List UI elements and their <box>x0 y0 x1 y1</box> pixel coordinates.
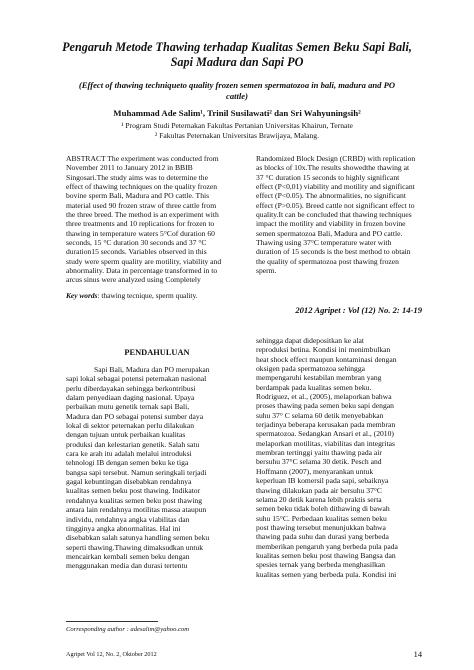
abstract-line: three treatments and 10 replications for frozen to <box>66 219 215 229</box>
body-text-line: perlu diberdayakan sehingga berkontribusi <box>66 383 196 393</box>
abstract-line: quality.It can be concluded that thawing techniques <box>256 210 412 220</box>
affiliation-line: ¹ Program Studi Peternakan Fakultas Pertanian Universitas Khairun, Ternate <box>121 121 353 130</box>
keywords-label: Key words <box>66 291 98 300</box>
body-text-line: melaporkan motilitas, viabilitas dan integritas <box>256 438 395 448</box>
body-text-line: cara ke arah itu adalah melalui introduksi <box>66 449 192 459</box>
keywords-text: : thawing tecnique, sperm quality. <box>97 291 198 300</box>
abstract-line: Randomized Block Design (CRBD) with replication <box>256 154 416 163</box>
body-text-line: memberikan pengaruh yang berbeda pula pada <box>256 541 398 551</box>
paper-title <box>28 40 446 70</box>
body-text-line: sapi lokal sebagai potensi peternakan nasional <box>66 374 207 384</box>
english-subtitle <box>40 80 434 102</box>
page-number: 14 <box>413 650 422 659</box>
subtitle-line: cattle) <box>226 91 248 101</box>
author-list: Muhammad Ade Salim¹, Trinil Susilawati² dan Sri Wahyuningsih² <box>113 108 361 118</box>
abstract-line: the three breed. The method is an experiment with <box>66 210 219 220</box>
body-text-line: tehnologi IB dengan semen beku ke tiga <box>66 458 189 468</box>
abstract-line: arcus sinus were analyzed using Completely <box>66 275 201 285</box>
body-text-line: seperti thawing.Thawing dimaksudkan untuk <box>66 542 204 552</box>
body-text-line: dengan tujuan untuk perbaikan kualitas <box>66 430 186 440</box>
section-heading: PENDAHULUAN <box>124 348 190 357</box>
body-text-line: oksigen pada spermatozoa sehingga <box>256 364 366 374</box>
abstract-line: bovine sperm Bali, Madura and PO cattle. This <box>66 191 210 201</box>
body-text-line: Hoffmann (2007), menyarankan untuk <box>256 466 374 476</box>
body-text-line: terjadinya beberapa kerusakan pada membran <box>256 420 396 430</box>
abstract-line: effect (P<0,01) viability and motility and significant <box>256 182 415 192</box>
abstract-line: as blocks of 10x.The results showedthe thawing at <box>256 163 410 173</box>
body-text-line: tingginya angka abnormalitas. Hal ini <box>66 523 181 533</box>
abstract-line: material used 90 frozen straw of three cattle from <box>66 200 217 210</box>
body-text-line: kualitas semen yang berbeda pula. Kondisi ini <box>256 569 397 579</box>
journal-citation: 2012 Agripet : Vol (12) No. 2: 14-19 <box>295 305 422 315</box>
body-text-line: spermatozoa. Sedangkan Ansari et al., (2010) <box>256 429 394 439</box>
body-text-line: Madura dan PO sebagai potensi sumber daya <box>66 411 204 421</box>
abstract-line: abnormality. Data in percentage transformed in to <box>66 266 218 276</box>
body-text-line: selama 20 detik karena lebih praktis serta <box>256 494 382 504</box>
body-text-line: produksi dan kelestarian genetik. Salah satu <box>66 439 200 449</box>
body-text-line: Sapi Bali, Madura dan PO merupakan <box>94 365 210 374</box>
body-text-line: thawing dilakukan pada air bersuhu 37°C <box>256 485 382 495</box>
body-text-line: suhu 15°C. Perbedaan kualitas semen beku <box>256 513 387 523</box>
body-text-line: proses thawing pada semen beku sapi dengan <box>256 401 394 411</box>
abstract-line: Thawing using 37°C temperature water with <box>256 238 392 248</box>
subtitle-line: (Effect of thawing techniqueto quality frozen semen spermatozoa in bali, madura and PO <box>78 80 396 90</box>
footnote-divider <box>66 621 158 622</box>
abstract-line: duration of 15 seconds is the best method to obtain <box>256 247 411 257</box>
title-line: Pengaruh Metode Thawing terhadap Kualitas Semen Beku Sapi Bali, <box>62 40 412 54</box>
body-text-line: post thawing tersebut menunjukkan bahwa <box>256 522 386 532</box>
abstract-line: sperm. <box>256 266 277 276</box>
body-text-line: gagal kebuntingan disebabkan rendahnya <box>66 477 192 487</box>
abstract-line: effect of thawing techniques on the quality frozen <box>66 182 218 192</box>
affiliation-line: ² Fakultas Peternakan Universitas Brawijaya, Malang. <box>154 131 320 140</box>
abstract-line: effect (P>0.05). Breed cattle not significant effect to <box>256 200 415 210</box>
body-text-line: rendahnya kualitas semen beku post thawing <box>66 495 203 505</box>
abstract-line: the quality of spermatozoa post thawing frozen <box>256 256 399 266</box>
body-text-line: mencairkan kembali semen beku dengan <box>66 551 190 561</box>
abstract-line: duration15 seconds. Variables observed in this <box>66 247 207 257</box>
abstract-line: seconds, 15 °C duration 30 seconds and 37 °C <box>66 238 207 248</box>
body-text-line: lokal di sektor peternakan perlu dilakukan <box>66 421 194 431</box>
body-text-line: Rodriguez, et al., (2005), melaporkan bahwa <box>256 392 392 402</box>
body-text-line: berdampak pada kualitas semen beku. <box>256 382 372 392</box>
journal-footer: Agripet Vol 12, No. 2, Oktober 2012 <box>66 651 157 658</box>
affiliations <box>40 121 434 141</box>
body-left-column <box>66 365 248 571</box>
body-text-line: thawing pada suhu dan durasi yang berbeda <box>256 532 389 542</box>
body-text-line: membran tertinggi yaitu thawing pada air <box>256 448 382 458</box>
footnote: Corresponding author : adesalim@yahoo.com <box>66 626 190 633</box>
abstract-line: effect (P<0.05). The abnormalities, no significant <box>256 191 406 201</box>
keywords <box>66 291 248 300</box>
body-text-line: kualitas semen beku post thawing Bangsa dan <box>256 550 396 560</box>
body-text-line: reproduksi betina. Kondisi ini menimbulkan <box>256 345 391 355</box>
abstract-line: semen spermatozoa Bali, Madura and PO cattle. <box>256 228 403 238</box>
abstract-line: 37 °C duration 15 seconds to highly significant <box>256 172 400 182</box>
abstract-line: impact the motility and viability in frozen bovine <box>256 219 406 229</box>
body-text-line: individu, rendahnya angka viabilitas dan <box>66 514 190 524</box>
body-text-line: dalam penyediaan daging nasional. Upaya <box>66 393 195 403</box>
body-text-line: menggunakan media dan durasi tertentu <box>66 561 188 571</box>
abstract-line: study were sperm quality are motility, viability and <box>66 256 222 266</box>
body-text-line: keperluan IB komersil pada sapi, sebaiknya <box>256 476 389 486</box>
body-text-line: semen beku tidak boleh dithawing di bawah <box>256 504 390 514</box>
abstract-right-column <box>256 154 422 275</box>
body-text-line: bersuhu 37°C selama 30 detik. Pesch and <box>256 457 382 467</box>
body-text-line: disebabkan salah satunya handling semen beku <box>66 533 210 543</box>
body-text-line: antara lain rendahnya motilitas massa ataupun <box>66 505 207 515</box>
body-text-line: kualitas semen beku post thawing. Indikator <box>66 486 201 496</box>
abstract-left-column <box>66 154 248 285</box>
body-text-line: suhu 37° C selama 60 detik menyebabkan <box>256 410 384 420</box>
body-text-line: sehingga dapat didepositkan ke alat <box>256 336 364 345</box>
body-text-line: perbaikan mutu genetik ternak sapi Bali, <box>66 402 190 412</box>
title-line: Sapi Madura dan Sapi PO <box>170 55 304 69</box>
body-text-line: heat shock effect maupun kontaminasi dengan <box>256 354 397 364</box>
body-text-line: mempengaruhi kestabilan membran yang <box>256 373 382 383</box>
abstract-line: Singosari.The study aims was to determine the <box>66 172 208 182</box>
body-text-line: spesies ternak yang berbeda menghasilkan <box>256 560 386 570</box>
body-right-column <box>256 336 422 579</box>
abstract-line: thawing in temperature waters 5°Cof duration 60 <box>66 228 215 238</box>
abstract-line: ABSTRACT The experiment was conducted from <box>66 154 219 163</box>
abstract-line: November 2011 to January 2012 in BBIB <box>66 163 193 173</box>
body-text-line: bangsa sapi tersebut. Namun seringkali terjadi <box>66 467 207 477</box>
